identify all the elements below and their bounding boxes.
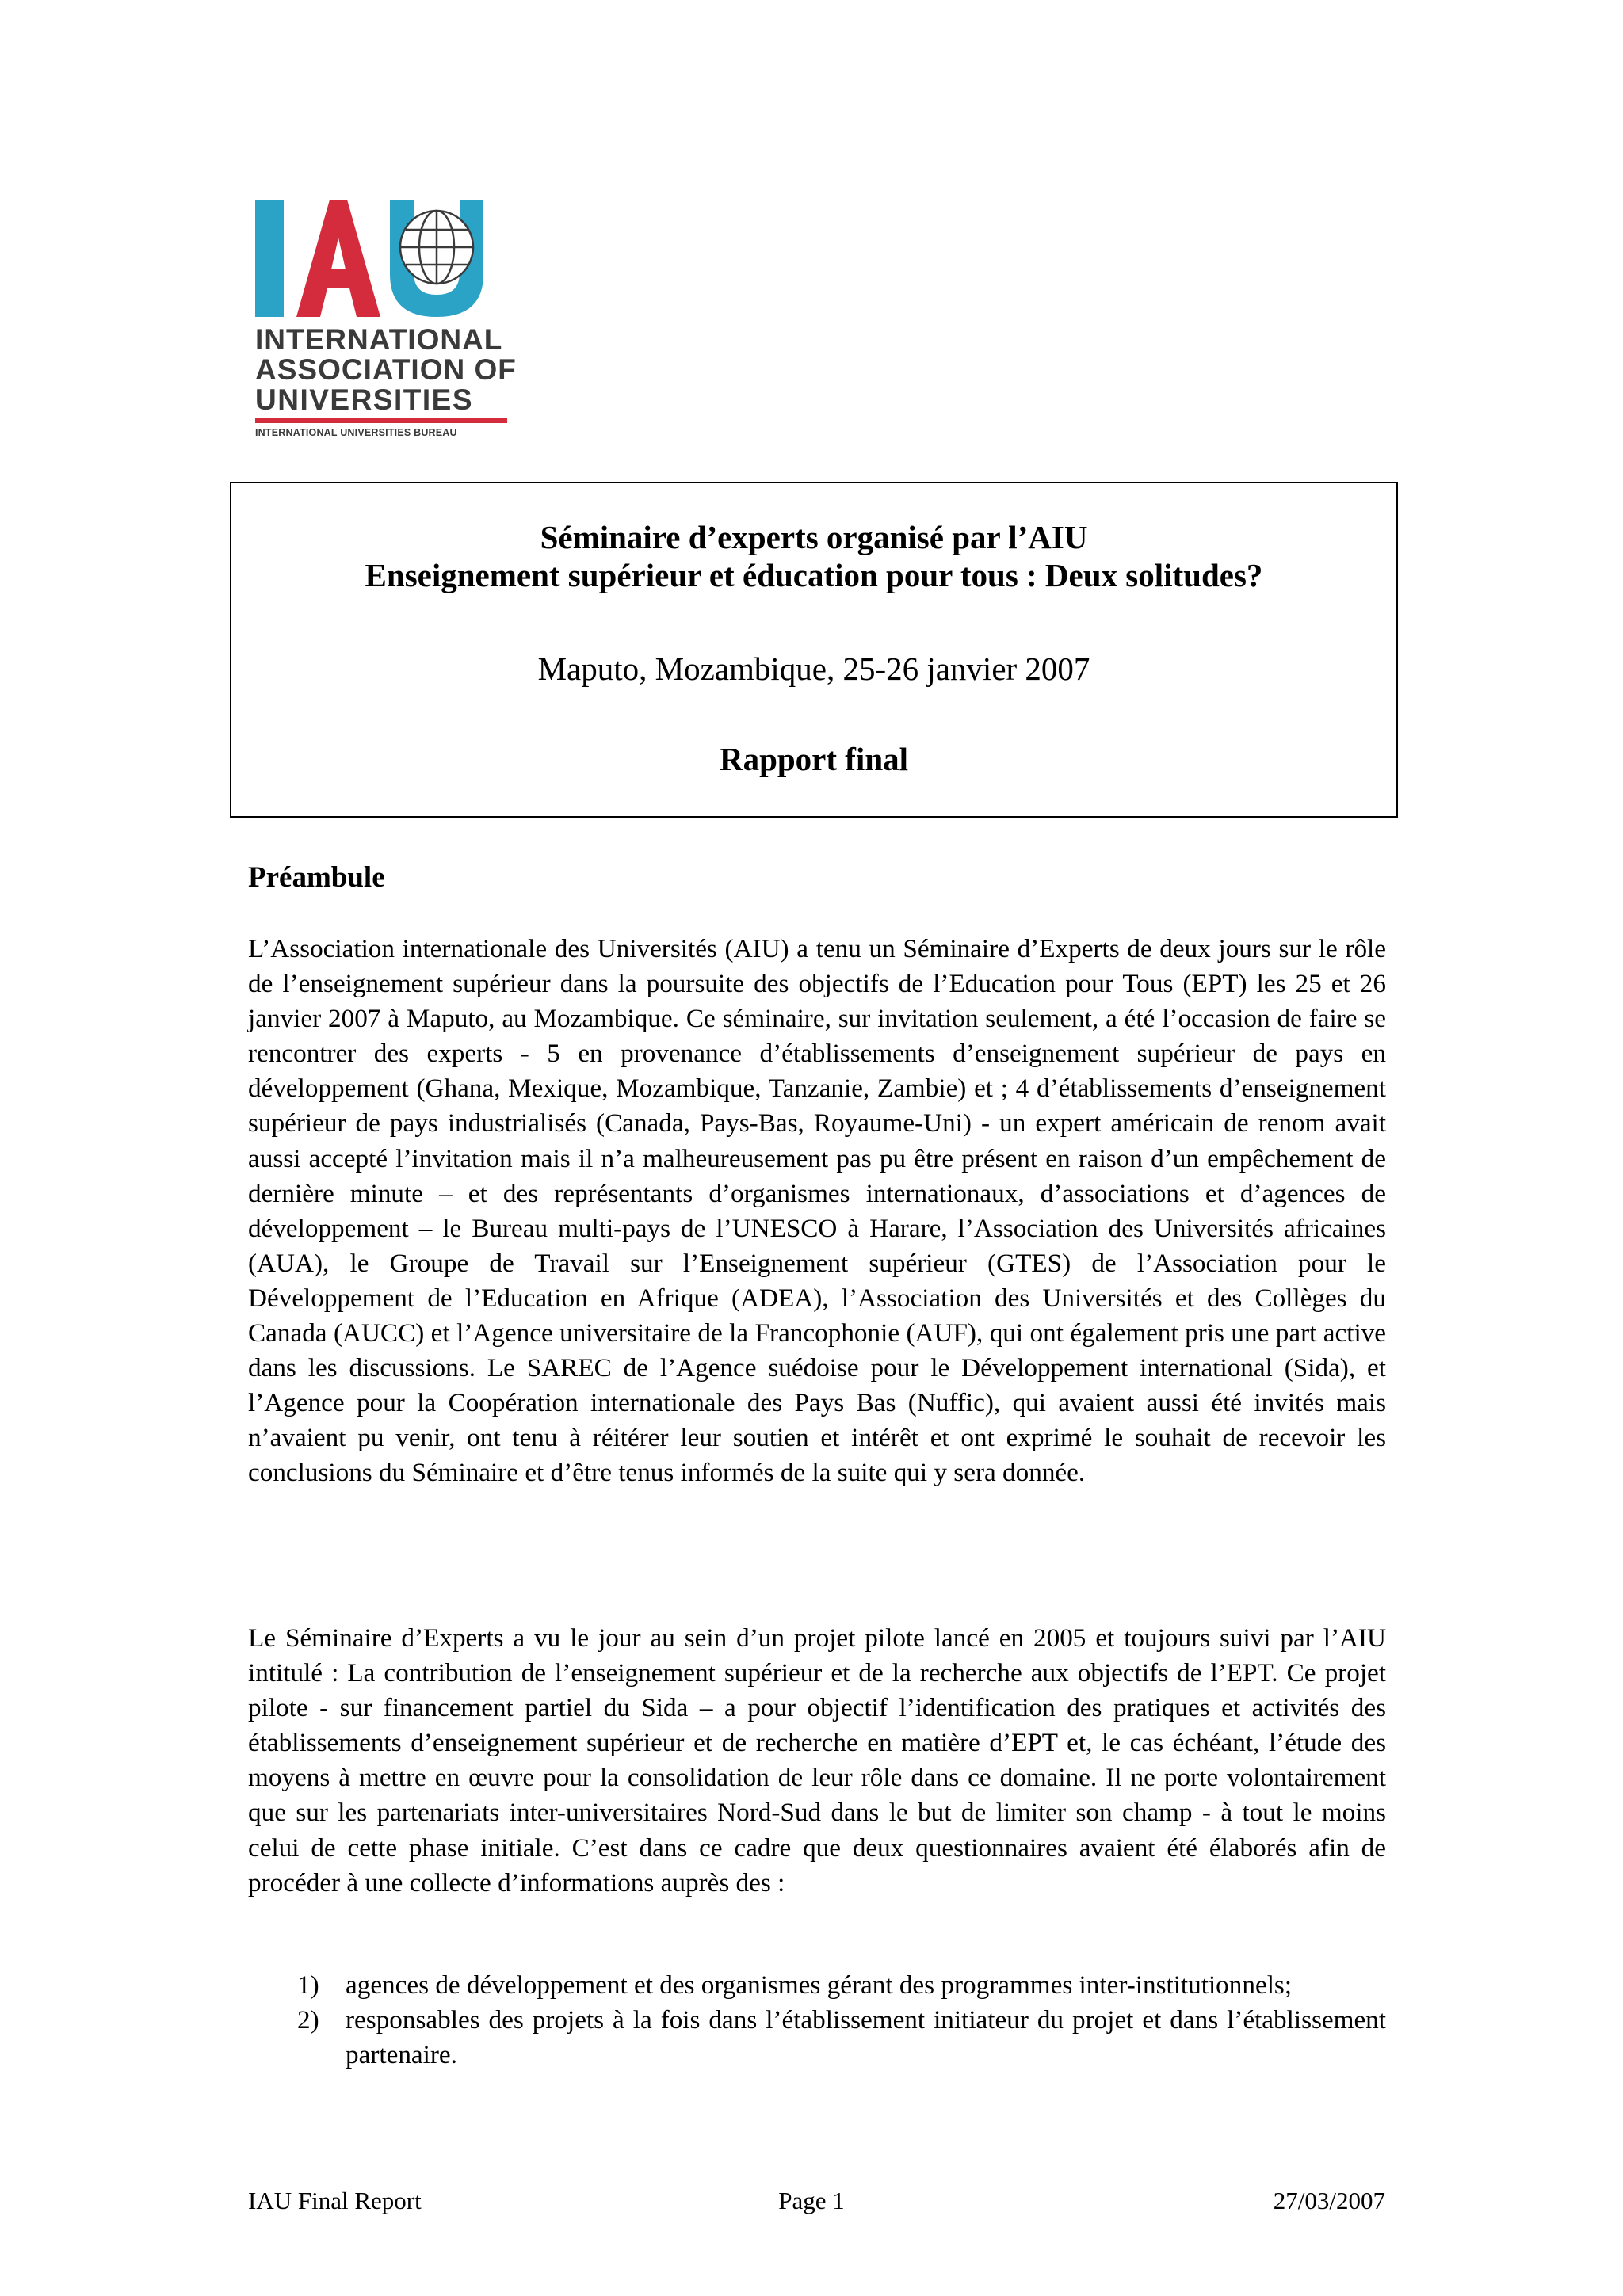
preamble-paragraph-1: L’Association internationale des Universités (AIU) a tenu un Séminaire d’Experts de deux jours sur le rôle de l’enseignement supérieur dans la poursuite des objectifs de l’Education pour Tous (EPT) les 25 et 26 janvier 2007 à Maputo, au Mozambique. Ce séminaire, sur invitation seulement, a été l’occasion de faire se rencontrer des experts - 5 en provenance d’établissements d’enseignement supérieur de pays en développement (Ghana, Mexique, Mozambique, Tanzanie, Zambie) et ; 4 d’établissements d’enseignement supérieur de pays industrialisés (Canada, Pays-Bas, Royaume-Uni) - un expert américain de renom avait aussi accepté l’invitation mais il n’a malheureusement pas pu être présent en raison d’un empêchement de dernière minute – et des représentants d’organismes internationaux, d’associations et d’agences de développement – le Bureau multi-pays de l’UNESCO à Harare, l’Association des Universités africaines (AUA), le Groupe de Travail sur l’Enseignement supérieur (GTES) de l’Association pour le Développement de l’Education en Afrique (ADEA), l’Association des Universités et des Collèges du Canada (AUCC) et l’Agence universitaire de la Francophonie (AUF), qui ont également pris une part active dans les discussions. Le SAREC de l’Agence suédoise pour le Développement international (Sida), et l’Agence pour la Coopération internationale des Pays Bas (Nuffic), qui avaient aussi été invités mais n’avaient pu venir, ont tenu à réitérer leur soutien et intérêt et ont exprimé le souhait de recevoir les conclusions du Séminaire et d’être tenus informés de la suite qui y sera donnée.	[248, 934, 1386, 1488]
logo-line-association: ASSOCIATION OF	[255, 353, 517, 386]
location-date: Maputo, Mozambique, 25-26 janvier 2007	[537, 650, 1090, 687]
list-item-number: 2)	[297, 2005, 319, 2035]
iau-logo	[255, 200, 517, 437]
logo-subline: INTERNATIONAL UNIVERSITIES BUREAU	[255, 427, 457, 438]
questionnaire-list	[248, 1968, 1386, 2073]
logo-letter-i	[255, 200, 284, 317]
footer-report-name: IAU Final Report	[248, 2187, 422, 2214]
report-label: Rapport final	[719, 741, 909, 777]
preamble-paragraph-2: Le Séminaire d’Experts a vu le jour au sein d’un projet pilote lancé en 2005 et toujours suivi par l’AIU intitulé : La contribution de l’enseignement supérieur et de la recherche aux objectifs de l’EPT. Ce projet pilote - sur financement partiel du Sida – a pour objectif l’identification des pratiques et activités des établissements d’enseignement supérieur et de recherche en matière d’EPT et, le cas échéant, l’étude des moyens à mettre en œuvre pour la consolidation de leur rôle dans ce domaine. Il ne porte volontairement que sur les partenariats inter-universitaires Nord-Sud dans le but de limiter son champ - à tout le moins celui de cette phase initiale. C’est dans ce cadre que deux questionnaires avaient été élaborés afin de procéder à une collecte d’informations auprès des :	[248, 1623, 1386, 1897]
iau-logo-mark	[255, 200, 507, 317]
list-item	[248, 1968, 1386, 2003]
list-item-number: 1)	[297, 1970, 319, 2000]
globe-icon	[400, 211, 473, 284]
title-line-1: Séminaire d’experts organisé par l’AIU	[540, 519, 1088, 555]
footer-date: 27/03/2007	[1273, 2187, 1385, 2214]
footer-page-number: Page 1	[778, 2187, 845, 2214]
logo-divider	[255, 418, 507, 423]
title-line-2: Enseignement supérieur et éducation pour tous : Deux solitudes?	[365, 557, 1263, 593]
logo-line-universities: UNIVERSITIES	[255, 383, 473, 416]
logo-line-international: INTERNATIONAL	[255, 323, 503, 356]
list-item	[248, 2003, 1386, 2073]
list-item-text: responsables des projets à la fois dans l’établissement initiateur du projet et dans l’établissement partenaire.	[346, 2005, 1386, 2070]
list-item-text: agences de développement et des organismes gérant des programmes inter-institutionnels;	[346, 1970, 1293, 2000]
title-box	[230, 482, 1398, 818]
preamble-heading: Préambule	[248, 861, 385, 894]
